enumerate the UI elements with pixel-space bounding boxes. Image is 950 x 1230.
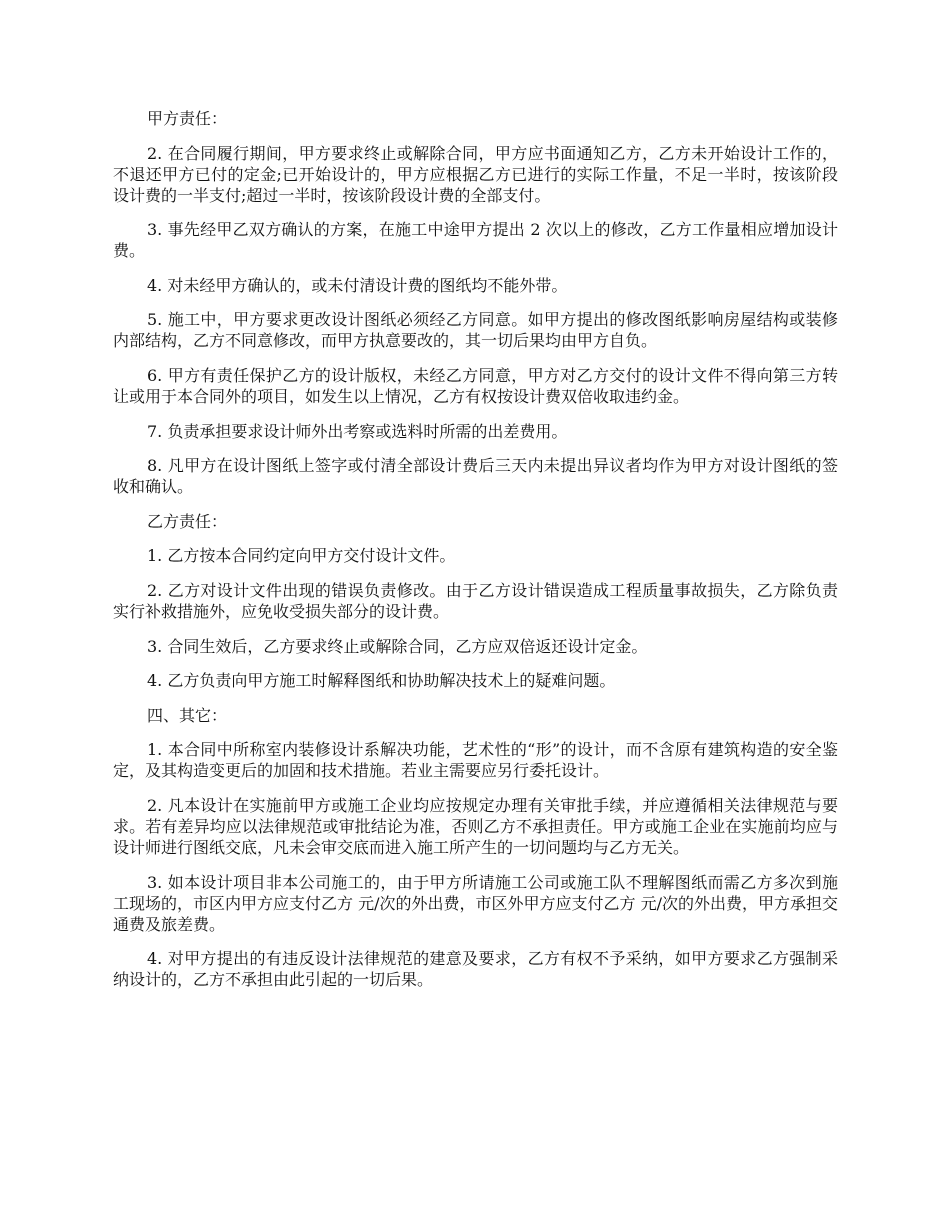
clause-paragraph: 6. 甲方有责任保护乙方的设计版权，未经乙方同意，甲方对乙方交付的设计文件不得向第三方转让或用于本合同外的项目，如发生以上情况，乙方有权按设计费双倍收取违约金。	[113, 365, 838, 406]
clause-paragraph: 2. 乙方对设计文件出现的错误负责修改。由于乙方设计错误造成工程质量事故损失，乙方除负责实行补救措施外，应免收受损失部分的设计费。	[113, 580, 838, 621]
clause-paragraph: 4. 对未经甲方确认的，或未付清设计费的图纸均不能外带。	[147, 275, 568, 295]
section-heading-other: 四、其它：	[147, 705, 228, 725]
clause-paragraph: 7. 负责承担要求设计师外出考察或选料时所需的出差费用。	[147, 421, 568, 441]
section-heading-party-b-duties: 乙方责任：	[147, 511, 228, 531]
clause-paragraph: 3. 合同生效后，乙方要求终止或解除合同，乙方应双倍返还设计定金。	[147, 636, 648, 656]
clause-paragraph: 1. 本合同中所称室内装修设计系解决功能，艺术性的“形”的设计，而不含原有建筑构造的安全鉴定，及其构造变更后的加固和技术措施。若业主需要应另行委托设计。	[113, 740, 838, 781]
clause-paragraph: 1. 乙方按本合同约定向甲方交付设计文件。	[147, 546, 456, 566]
clause-paragraph: 4. 对甲方提出的有违反设计法律规范的建意及要求，乙方有权不予采纳，如甲方要求乙方强制采纳设计的，乙方不承担由此引起的一切后果。	[113, 949, 838, 990]
clause-paragraph: 3. 如本设计项目非本公司施工的，由于甲方所请施工公司或施工队不理解图纸而需乙方多次到施工现场的，市区内甲方应支付乙方 元/次的外出费，市区外甲方应支付乙方 元/次的外出费，甲方承担交通费及旅差费。	[113, 872, 838, 934]
clause-paragraph: 8. 凡甲方在设计图纸上签字或付清全部设计费后三天内未提出异议者均作为甲方对设计图纸的签收和确认。	[113, 456, 838, 497]
clause-paragraph: 4. 乙方负责向甲方施工时解释图纸和协助解决技术上的疑难问题。	[147, 671, 616, 691]
clause-paragraph: 3. 事先经甲乙双方确认的方案，在施工中途甲方提出 2 次以上的修改，乙方工作量相应增加设计费。	[113, 220, 838, 261]
section-heading-party-a-duties: 甲方责任：	[147, 109, 228, 128]
clause-paragraph: 2. 凡本设计在实施前甲方或施工企业均应按规定办理有关审批手续，并应遵循相关法律规范与要求。若有差异均应以法律规范或审批结论为准，否则乙方不承担责任。甲方或施工企业在实施前均应与设计师进行图纸交底，凡未会审交底而进入施工所产生的一切问题均与乙方无关。	[113, 795, 838, 857]
contract-document-page	[113, 108, 838, 1004]
clause-paragraph: 2. 在合同履行期间，甲方要求终止或解除合同，甲方应书面通知乙方，乙方未开始设计工作的，不退还甲方已付的定金;已开始设计的，甲方应根据乙方已进行的实际工作量，不足一半时，按该阶段设计费的一半支付;超过一半时，按该阶段设计费的全部支付。	[113, 143, 838, 205]
clause-paragraph: 5. 施工中，甲方要求更改设计图纸必须经乙方同意。如甲方提出的修改图纸影响房屋结构或装修内部结构，乙方不同意修改，而甲方执意要改的，其一切后果均由甲方自负。	[113, 310, 838, 351]
